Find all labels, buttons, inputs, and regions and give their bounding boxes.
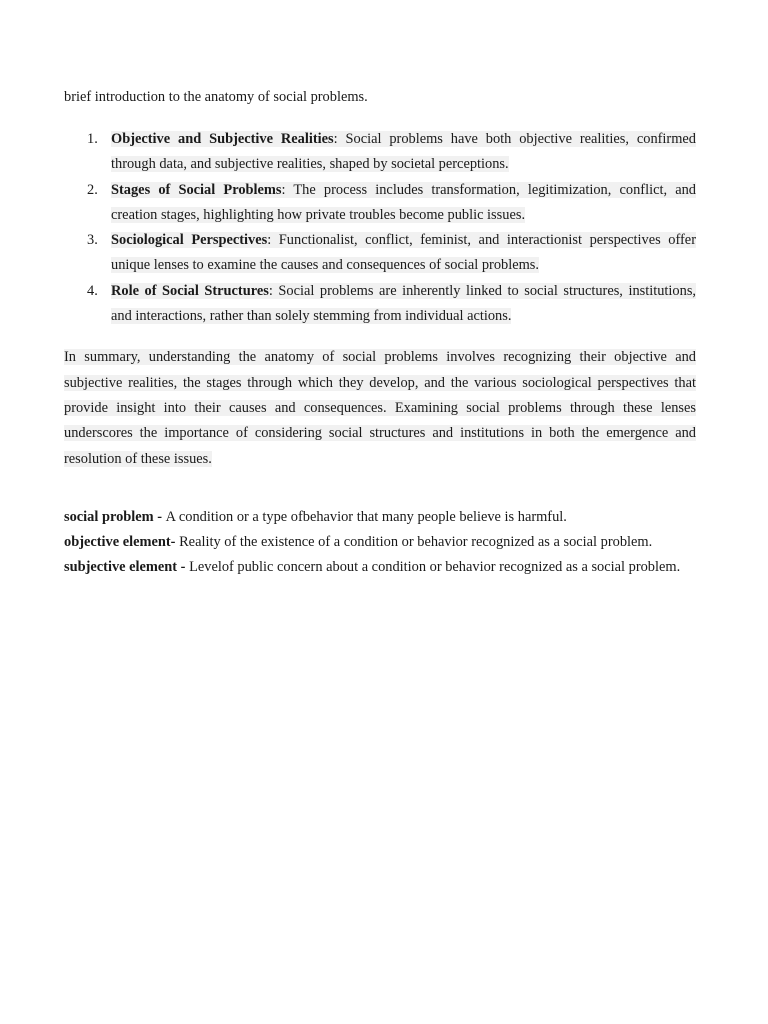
list-item-content [111, 182, 696, 223]
intro-text [64, 86, 696, 108]
list-item-text: : Social problems are inherently linked to social structures, institutions, and interactions, rather than solely stemming from individual actions. [111, 282, 697, 325]
list-item-text: : Functionalist, conflict, feminist, and interactionist perspectives offer unique lenses to examine the causes and consequences of social problems. [111, 232, 696, 274]
definition-text: Reality of the existence of a condition or behavior recognized as a social problem. [175, 534, 653, 551]
list-item [64, 279, 696, 330]
definition-term: objective element- [64, 534, 176, 551]
list-item-content [111, 283, 696, 324]
list-number: 4. [87, 282, 98, 299]
list-item-term: Stages of Social Problems [111, 181, 282, 198]
list-item [64, 178, 696, 229]
definition-term: social problem - [64, 508, 166, 525]
list-item-content [111, 131, 696, 172]
definition-text: Levelof public concern about a condition or behavior recognized as a social problem. [189, 559, 681, 576]
list-item-content [111, 232, 696, 273]
list-number: 2. [87, 181, 98, 198]
list-item-term: Objective and Subjective Realities [111, 131, 334, 147]
list-item-text: : Social problems have both objective realities, confirmed through data, and subjective realities, shaped by societal perceptions. [111, 131, 696, 173]
summary-text: In summary, understanding the anatomy of social problems involves recognizing their objective and subjective realities, the stages through which they develop, and the various sociological perspectives that provide insight into their causes and consequences. Examining social problems through these lenses underscores the importance of considering social structures and institutions in both the emergence and resolution of these issues. [64, 349, 696, 467]
definitions-glossary [64, 505, 696, 581]
list-item-term: Role of Social Structures [111, 282, 269, 299]
document-body [64, 86, 696, 581]
list-item-term: Sociological Perspectives [111, 232, 268, 249]
list-number: 3. [87, 232, 98, 249]
definition-text: A condition or a type ofbehavior that many people believe is harmful. [165, 508, 567, 525]
definition-objective-element [64, 530, 696, 555]
definition-term: subjective element - [64, 559, 190, 576]
list-item [64, 127, 696, 178]
list-number: 1. [87, 131, 98, 147]
list-item [64, 228, 696, 279]
intro-text-span: brief introduction to the anatomy of social problems. [64, 89, 368, 105]
summary-paragraph [64, 345, 696, 471]
list-item-text: : The process includes transformation, legitimization, conflict, and creation stages, highlighting how private troubles become public issues. [111, 181, 696, 223]
key-points-list [64, 127, 696, 329]
definition-subjective-element [64, 555, 696, 580]
definition-social-problem [64, 505, 696, 530]
